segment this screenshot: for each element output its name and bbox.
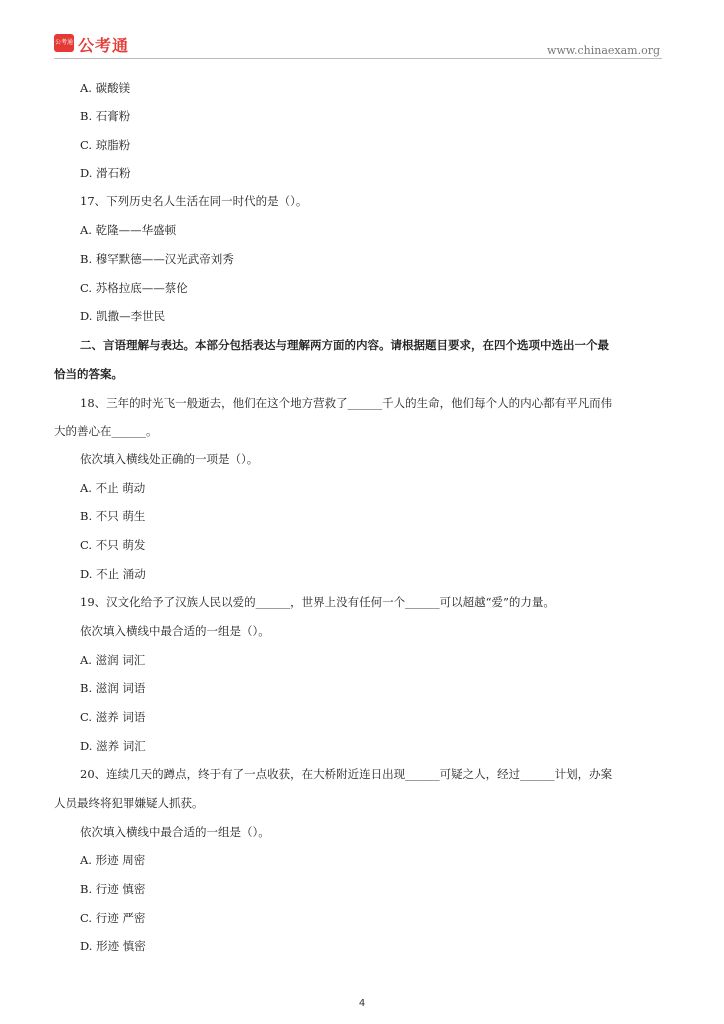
- option-line: C. 不只 萌发: [80, 538, 146, 552]
- option-line: B. 行迹 慎密: [80, 882, 146, 896]
- page-header: [0, 0, 724, 60]
- option-line: A. 碳酸镁: [80, 81, 131, 95]
- page-number: 4: [358, 998, 366, 1009]
- logo-icon: 公考通: [54, 34, 74, 52]
- option-line: D. 滋养 词汇: [80, 739, 146, 753]
- option-line: B. 不只 萌生: [80, 509, 146, 523]
- site-url: www.chinaexam.org: [547, 44, 660, 57]
- option-line: A. 滋润 词汇: [80, 653, 146, 667]
- option-line: B. 石膏粉: [80, 109, 131, 123]
- question-stem: 17、下列历史名人生活在同一时代的是（）。: [80, 194, 308, 208]
- question-stem: 18、三年的时光飞一般逝去，他们在这个地方营救了______千人的生命，他们每个人的内心都有平凡而伟: [80, 396, 613, 410]
- question-stem-cont: 人员最终将犯罪嫌疑人抓获。: [54, 796, 204, 810]
- option-line: A. 乾隆——华盛顿: [80, 223, 177, 237]
- option-line: C. 琼脂粉: [80, 138, 131, 152]
- question-stem: 20、连续几天的蹲点，终于有了一点收获，在大桥附近连日出现______可疑之人，经过______计划，办案: [80, 767, 613, 781]
- section-heading: 二、言语理解与表达。本部分包括表达与理解两方面的内容。请根据题目要求，在四个选项中选出一个最: [80, 338, 609, 352]
- option-line: A. 不止 萌动: [80, 481, 146, 495]
- section-heading-cont: 恰当的答案。: [54, 367, 123, 381]
- option-line: B. 穆罕默德——汉光武帝刘秀: [80, 252, 234, 266]
- option-line: D. 凯撒—李世民: [80, 309, 166, 323]
- question-stem: 19、汉文化给予了汉族人民以爱的______，世界上没有任何一个______可以超越“爱”的力量。: [80, 595, 555, 609]
- option-line: B. 滋润 词语: [80, 681, 146, 695]
- question-stem-cont: 大的善心在______。: [54, 424, 158, 438]
- option-line: D. 滑石粉: [80, 166, 131, 180]
- instruction-line: 依次填入横线处正确的一项是（）。: [80, 452, 259, 466]
- option-line: D. 不止 涌动: [80, 567, 146, 581]
- logo-text: 公考通: [78, 36, 130, 55]
- instruction-line: 依次填入横线中最合适的一组是（）。: [80, 825, 270, 839]
- option-line: C. 行迹 严密: [80, 911, 146, 925]
- option-line: A. 形迹 周密: [80, 853, 146, 867]
- header-divider: [54, 58, 662, 59]
- instruction-line: 依次填入横线中最合适的一组是（）。: [80, 624, 270, 638]
- option-line: D. 形迹 慎密: [80, 939, 146, 953]
- option-line: C. 苏格拉底——蔡伦: [80, 281, 188, 295]
- option-line: C. 滋养 词语: [80, 710, 146, 724]
